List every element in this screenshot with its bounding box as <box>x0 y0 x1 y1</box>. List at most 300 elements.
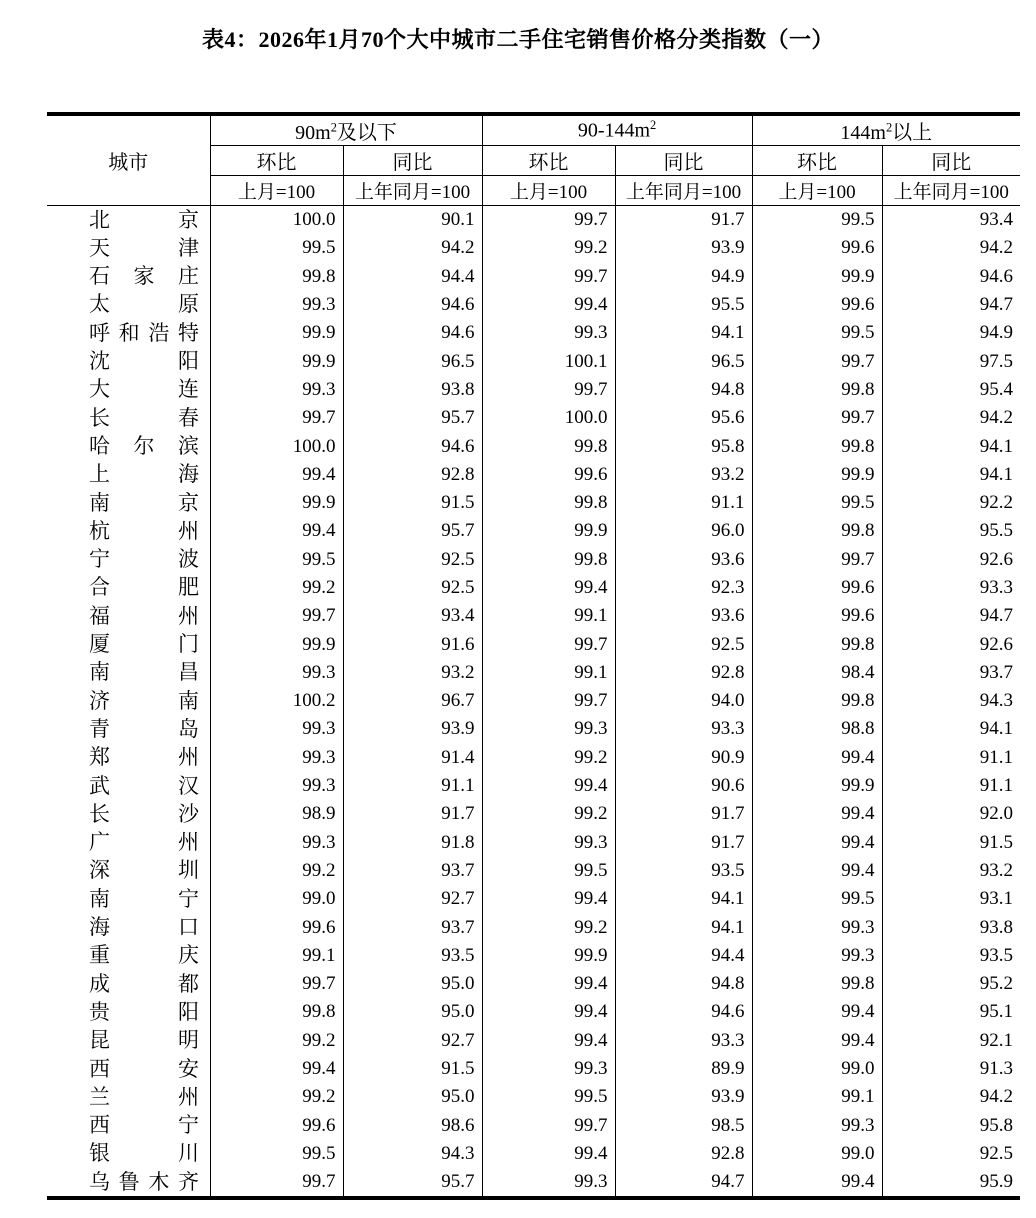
value-cell: 99.2 <box>210 574 343 602</box>
city-cell <box>47 1140 210 1168</box>
value-cell: 91.7 <box>343 800 482 828</box>
value-cell: 99.3 <box>482 829 615 857</box>
value-cell: 99.7 <box>482 376 615 404</box>
value-cell: 99.6 <box>210 1112 343 1140</box>
table-row <box>47 970 1020 998</box>
mom-base-header: 上月=100 <box>752 176 882 206</box>
city-cell <box>47 659 210 687</box>
table-row <box>47 829 1020 857</box>
value-cell: 93.9 <box>615 234 752 262</box>
value-cell: 94.8 <box>615 970 752 998</box>
city-name: 杭州 <box>89 518 199 543</box>
table-row <box>47 517 1020 545</box>
city-name: 西安 <box>89 1056 199 1081</box>
table-row <box>47 715 1020 743</box>
city-cell <box>47 206 210 235</box>
value-cell: 99.1 <box>482 602 615 630</box>
value-cell: 95.5 <box>882 517 1020 545</box>
value-cell: 99.9 <box>752 461 882 489</box>
city-name: 北京 <box>89 207 199 232</box>
value-cell: 99.1 <box>482 659 615 687</box>
city-name: 厦门 <box>89 632 199 657</box>
yoy-header: 同比 <box>615 146 752 176</box>
value-cell: 94.2 <box>882 234 1020 262</box>
city-name: 广州 <box>89 830 199 855</box>
city-cell <box>47 913 210 941</box>
city-cell <box>47 857 210 885</box>
value-cell: 99.4 <box>752 1027 882 1055</box>
value-cell: 99.4 <box>482 1140 615 1168</box>
yoy-header: 同比 <box>882 146 1020 176</box>
value-cell: 99.8 <box>210 998 343 1026</box>
value-cell: 91.5 <box>882 829 1020 857</box>
city-name: 昆明 <box>89 1028 199 1053</box>
value-cell: 94.3 <box>343 1140 482 1168</box>
value-cell: 99.6 <box>752 602 882 630</box>
superscript-2: 2 <box>330 120 337 135</box>
value-cell: 99.9 <box>752 263 882 291</box>
value-cell: 99.9 <box>210 630 343 658</box>
value-cell: 91.8 <box>343 829 482 857</box>
city-cell <box>47 1083 210 1111</box>
value-cell: 94.6 <box>343 432 482 460</box>
value-cell: 99.4 <box>482 772 615 800</box>
value-cell: 92.3 <box>615 574 752 602</box>
value-cell: 99.9 <box>482 942 615 970</box>
city-name: 南宁 <box>89 886 199 911</box>
mom-header: 环比 <box>482 146 615 176</box>
value-cell: 99.4 <box>482 885 615 913</box>
value-cell: 99.3 <box>482 1055 615 1083</box>
yoy-base-header: 上年同月=100 <box>882 176 1020 206</box>
value-cell: 92.0 <box>882 800 1020 828</box>
table-row <box>47 461 1020 489</box>
city-cell <box>47 291 210 319</box>
table-row <box>47 659 1020 687</box>
value-cell: 99.4 <box>752 998 882 1026</box>
value-cell: 99.2 <box>210 857 343 885</box>
value-cell: 99.8 <box>752 432 882 460</box>
value-cell: 99.5 <box>210 546 343 574</box>
value-cell: 99.8 <box>210 263 343 291</box>
value-cell: 95.7 <box>343 517 482 545</box>
city-cell <box>47 263 210 291</box>
value-cell: 99.9 <box>210 319 343 347</box>
value-cell: 94.6 <box>343 319 482 347</box>
table-row <box>47 942 1020 970</box>
value-cell: 93.2 <box>615 461 752 489</box>
value-cell: 99.7 <box>482 687 615 715</box>
value-cell: 100.0 <box>210 206 343 235</box>
value-cell: 94.7 <box>882 291 1020 319</box>
value-cell: 94.4 <box>615 942 752 970</box>
value-cell: 99.4 <box>482 1027 615 1055</box>
value-cell: 92.5 <box>343 546 482 574</box>
city-name: 武汉 <box>89 773 199 798</box>
value-cell: 99.7 <box>482 630 615 658</box>
value-cell: 98.9 <box>210 800 343 828</box>
value-cell: 99.4 <box>210 461 343 489</box>
city-cell <box>47 970 210 998</box>
city-cell <box>47 942 210 970</box>
value-cell: 99.9 <box>210 347 343 375</box>
value-cell: 99.6 <box>752 234 882 262</box>
value-cell: 99.1 <box>752 1083 882 1111</box>
table-row <box>47 489 1020 517</box>
value-cell: 99.4 <box>752 1168 882 1198</box>
table-row <box>47 1083 1020 1111</box>
value-cell: 95.7 <box>343 404 482 432</box>
table-row <box>47 376 1020 404</box>
value-cell: 93.5 <box>615 857 752 885</box>
city-cell <box>47 234 210 262</box>
value-cell: 99.7 <box>752 546 882 574</box>
city-name: 长春 <box>89 405 199 430</box>
value-cell: 99.7 <box>482 263 615 291</box>
value-cell: 90.1 <box>343 206 482 235</box>
value-cell: 99.1 <box>210 942 343 970</box>
table-row <box>47 1055 1020 1083</box>
city-cell <box>47 376 210 404</box>
table-body <box>47 206 1020 1199</box>
value-cell: 99.5 <box>482 857 615 885</box>
city-name: 大连 <box>89 377 199 402</box>
yoy-header: 同比 <box>343 146 482 176</box>
value-cell: 91.1 <box>882 772 1020 800</box>
value-cell: 94.9 <box>882 319 1020 347</box>
value-cell: 99.4 <box>482 574 615 602</box>
value-cell: 99.4 <box>752 857 882 885</box>
value-cell: 99.6 <box>752 291 882 319</box>
mom-header: 环比 <box>752 146 882 176</box>
value-cell: 99.5 <box>752 319 882 347</box>
table-header <box>47 114 1020 206</box>
city-cell <box>47 517 210 545</box>
table-row <box>47 998 1020 1026</box>
value-cell: 99.8 <box>482 489 615 517</box>
value-cell: 92.1 <box>882 1027 1020 1055</box>
city-name: 太原 <box>89 292 199 317</box>
city-name: 南京 <box>89 490 199 515</box>
value-cell: 98.6 <box>343 1112 482 1140</box>
value-cell: 99.2 <box>482 800 615 828</box>
value-cell: 99.4 <box>210 1055 343 1083</box>
value-cell: 94.6 <box>615 998 752 1026</box>
value-cell: 91.1 <box>343 772 482 800</box>
city-cell <box>47 744 210 772</box>
value-cell: 93.7 <box>343 857 482 885</box>
value-cell: 95.1 <box>882 998 1020 1026</box>
value-cell: 99.4 <box>482 291 615 319</box>
value-cell: 92.6 <box>882 630 1020 658</box>
city-name: 青岛 <box>89 716 199 741</box>
value-cell: 94.1 <box>615 885 752 913</box>
value-cell: 91.3 <box>882 1055 1020 1083</box>
value-cell: 93.6 <box>615 602 752 630</box>
value-cell: 94.2 <box>343 234 482 262</box>
city-name: 天津 <box>89 235 199 260</box>
superscript-2: 2 <box>650 118 657 133</box>
value-cell: 99.8 <box>752 517 882 545</box>
city-name: 上海 <box>89 462 199 487</box>
value-cell: 94.6 <box>882 263 1020 291</box>
table-row <box>47 319 1020 347</box>
value-cell: 95.8 <box>615 432 752 460</box>
value-cell: 99.5 <box>752 885 882 913</box>
value-cell: 98.4 <box>752 659 882 687</box>
city-cell <box>47 772 210 800</box>
group-label-text: 以上 <box>892 122 933 144</box>
value-cell: 96.0 <box>615 517 752 545</box>
value-cell: 93.7 <box>343 913 482 941</box>
value-cell: 91.7 <box>615 829 752 857</box>
group-label-text: 90m <box>295 122 331 144</box>
city-name: 乌鲁木齐 <box>89 1169 199 1194</box>
value-cell: 93.8 <box>343 376 482 404</box>
value-cell: 92.5 <box>343 574 482 602</box>
city-cell <box>47 461 210 489</box>
value-cell: 95.9 <box>882 1168 1020 1198</box>
value-cell: 92.8 <box>615 659 752 687</box>
table-row <box>47 234 1020 262</box>
city-cell <box>47 1055 210 1083</box>
city-cell <box>47 1168 210 1198</box>
table-row <box>47 1027 1020 1055</box>
value-cell: 99.7 <box>210 1168 343 1198</box>
city-name: 长沙 <box>89 801 199 826</box>
value-cell: 99.9 <box>210 489 343 517</box>
table-row <box>47 263 1020 291</box>
value-cell: 94.9 <box>615 263 752 291</box>
city-name: 合肥 <box>89 575 199 600</box>
value-cell: 99.2 <box>210 1083 343 1111</box>
value-cell: 95.2 <box>882 970 1020 998</box>
value-cell: 99.7 <box>752 404 882 432</box>
city-cell <box>47 489 210 517</box>
value-cell: 94.8 <box>615 376 752 404</box>
group-label-text: 及以下 <box>336 122 397 144</box>
city-name: 宁波 <box>89 547 199 572</box>
table-row <box>47 206 1020 235</box>
value-cell: 95.0 <box>343 998 482 1026</box>
value-cell: 99.7 <box>210 970 343 998</box>
value-cell: 99.5 <box>482 1083 615 1111</box>
value-cell: 94.7 <box>615 1168 752 1198</box>
value-cell: 99.5 <box>210 1140 343 1168</box>
value-cell: 94.3 <box>882 687 1020 715</box>
value-cell: 94.1 <box>615 913 752 941</box>
value-cell: 99.0 <box>210 885 343 913</box>
value-cell: 93.5 <box>882 942 1020 970</box>
value-cell: 99.5 <box>210 234 343 262</box>
value-cell: 91.5 <box>343 1055 482 1083</box>
value-cell: 93.1 <box>882 885 1020 913</box>
value-cell: 100.0 <box>210 432 343 460</box>
group-header-90-144 <box>482 114 752 146</box>
city-name: 沈阳 <box>89 349 199 374</box>
value-cell: 90.9 <box>615 744 752 772</box>
city-cell <box>47 546 210 574</box>
value-cell: 99.2 <box>482 913 615 941</box>
value-cell: 92.2 <box>882 489 1020 517</box>
city-column-header: 城市 <box>47 114 210 206</box>
value-cell: 94.2 <box>882 1083 1020 1111</box>
city-cell <box>47 630 210 658</box>
city-cell <box>47 432 210 460</box>
value-cell: 99.8 <box>752 970 882 998</box>
value-cell: 93.7 <box>882 659 1020 687</box>
value-cell: 99.5 <box>752 489 882 517</box>
value-cell: 99.4 <box>752 829 882 857</box>
value-cell: 99.9 <box>752 772 882 800</box>
table-row <box>47 1140 1020 1168</box>
city-cell <box>47 715 210 743</box>
city-name: 海口 <box>89 915 199 940</box>
group-label-text: 90-144m <box>577 119 651 142</box>
value-cell: 99.4 <box>482 970 615 998</box>
value-cell: 94.7 <box>882 602 1020 630</box>
city-cell <box>47 1027 210 1055</box>
value-cell: 99.3 <box>482 715 615 743</box>
value-cell: 91.7 <box>615 206 752 235</box>
value-cell: 93.2 <box>882 857 1020 885</box>
value-cell: 100.2 <box>210 687 343 715</box>
table-row <box>47 744 1020 772</box>
value-cell: 96.5 <box>615 347 752 375</box>
value-cell: 92.5 <box>882 1140 1020 1168</box>
value-cell: 92.5 <box>615 630 752 658</box>
city-name: 南昌 <box>89 660 199 685</box>
value-cell: 96.7 <box>343 687 482 715</box>
value-cell: 95.0 <box>343 970 482 998</box>
page-title: 表4：2026年1月70个大中城市二手住宅销售价格分类指数（一） <box>201 27 834 52</box>
mom-header: 环比 <box>210 146 343 176</box>
city-cell <box>47 998 210 1026</box>
value-cell: 94.1 <box>615 319 752 347</box>
city-name: 成都 <box>89 971 199 996</box>
value-cell: 99.4 <box>210 517 343 545</box>
value-cell: 99.7 <box>482 1112 615 1140</box>
value-cell: 99.6 <box>482 461 615 489</box>
mom-base-header: 上月=100 <box>482 176 615 206</box>
city-cell <box>47 829 210 857</box>
value-cell: 99.3 <box>210 829 343 857</box>
city-name: 贵阳 <box>89 999 199 1024</box>
city-cell <box>47 574 210 602</box>
value-cell: 99.4 <box>752 744 882 772</box>
value-cell: 99.0 <box>752 1140 882 1168</box>
value-cell: 92.6 <box>882 546 1020 574</box>
city-cell <box>47 800 210 828</box>
value-cell: 89.9 <box>615 1055 752 1083</box>
value-cell: 91.1 <box>615 489 752 517</box>
value-cell: 99.3 <box>752 1112 882 1140</box>
value-cell: 99.7 <box>210 404 343 432</box>
city-cell <box>47 1112 210 1140</box>
value-cell: 99.6 <box>752 574 882 602</box>
value-cell: 91.4 <box>343 744 482 772</box>
value-cell: 98.8 <box>752 715 882 743</box>
value-cell: 99.9 <box>482 517 615 545</box>
value-cell: 99.3 <box>210 659 343 687</box>
value-cell: 99.3 <box>210 772 343 800</box>
value-cell: 99.3 <box>752 942 882 970</box>
value-cell: 91.1 <box>882 744 1020 772</box>
yoy-base-header: 上年同月=100 <box>343 176 482 206</box>
city-name: 兰州 <box>89 1084 199 1109</box>
value-cell: 100.1 <box>482 347 615 375</box>
city-name: 深圳 <box>89 858 199 883</box>
value-cell: 99.8 <box>752 687 882 715</box>
value-cell: 100.0 <box>482 404 615 432</box>
table-row <box>47 291 1020 319</box>
city-cell <box>47 602 210 630</box>
value-cell: 93.8 <box>882 913 1020 941</box>
value-cell: 94.1 <box>882 715 1020 743</box>
value-cell: 93.5 <box>343 942 482 970</box>
value-cell: 90.6 <box>615 772 752 800</box>
value-cell: 93.9 <box>615 1083 752 1111</box>
table-row <box>47 404 1020 432</box>
value-cell: 93.3 <box>615 1027 752 1055</box>
city-cell <box>47 347 210 375</box>
value-cell: 94.1 <box>882 432 1020 460</box>
value-cell: 98.5 <box>615 1112 752 1140</box>
mom-base-header: 上月=100 <box>210 176 343 206</box>
value-cell: 99.2 <box>482 234 615 262</box>
value-cell: 99.3 <box>210 376 343 404</box>
table-row <box>47 857 1020 885</box>
value-cell: 99.0 <box>752 1055 882 1083</box>
value-cell: 95.0 <box>343 1083 482 1111</box>
value-cell: 95.4 <box>882 376 1020 404</box>
value-cell: 93.2 <box>343 659 482 687</box>
city-name: 重庆 <box>89 943 199 968</box>
value-cell: 95.6 <box>615 404 752 432</box>
value-cell: 99.3 <box>482 319 615 347</box>
table-row <box>47 913 1020 941</box>
table-row <box>47 1168 1020 1198</box>
value-cell: 99.7 <box>210 602 343 630</box>
value-cell: 93.4 <box>343 602 482 630</box>
value-cell: 93.6 <box>615 546 752 574</box>
city-cell <box>47 687 210 715</box>
city-name: 银川 <box>89 1141 199 1166</box>
value-cell: 92.7 <box>343 885 482 913</box>
group-header-144-above <box>752 114 1020 146</box>
value-cell: 99.3 <box>210 291 343 319</box>
value-cell: 99.7 <box>752 347 882 375</box>
table-row <box>47 772 1020 800</box>
group-header-90-below <box>210 114 482 146</box>
city-name: 郑州 <box>89 745 199 770</box>
value-cell: 99.3 <box>210 715 343 743</box>
value-cell: 95.5 <box>615 291 752 319</box>
table-row <box>47 347 1020 375</box>
value-cell: 96.5 <box>343 347 482 375</box>
city-cell <box>47 885 210 913</box>
city-name: 福州 <box>89 603 199 628</box>
value-cell: 99.3 <box>752 913 882 941</box>
value-cell: 99.8 <box>482 432 615 460</box>
value-cell: 94.6 <box>343 291 482 319</box>
group-label-text: 144m <box>840 122 886 144</box>
group-header-row <box>47 114 1020 146</box>
value-cell: 99.3 <box>210 744 343 772</box>
table-row <box>47 687 1020 715</box>
table-row <box>47 432 1020 460</box>
value-cell: 93.9 <box>343 715 482 743</box>
